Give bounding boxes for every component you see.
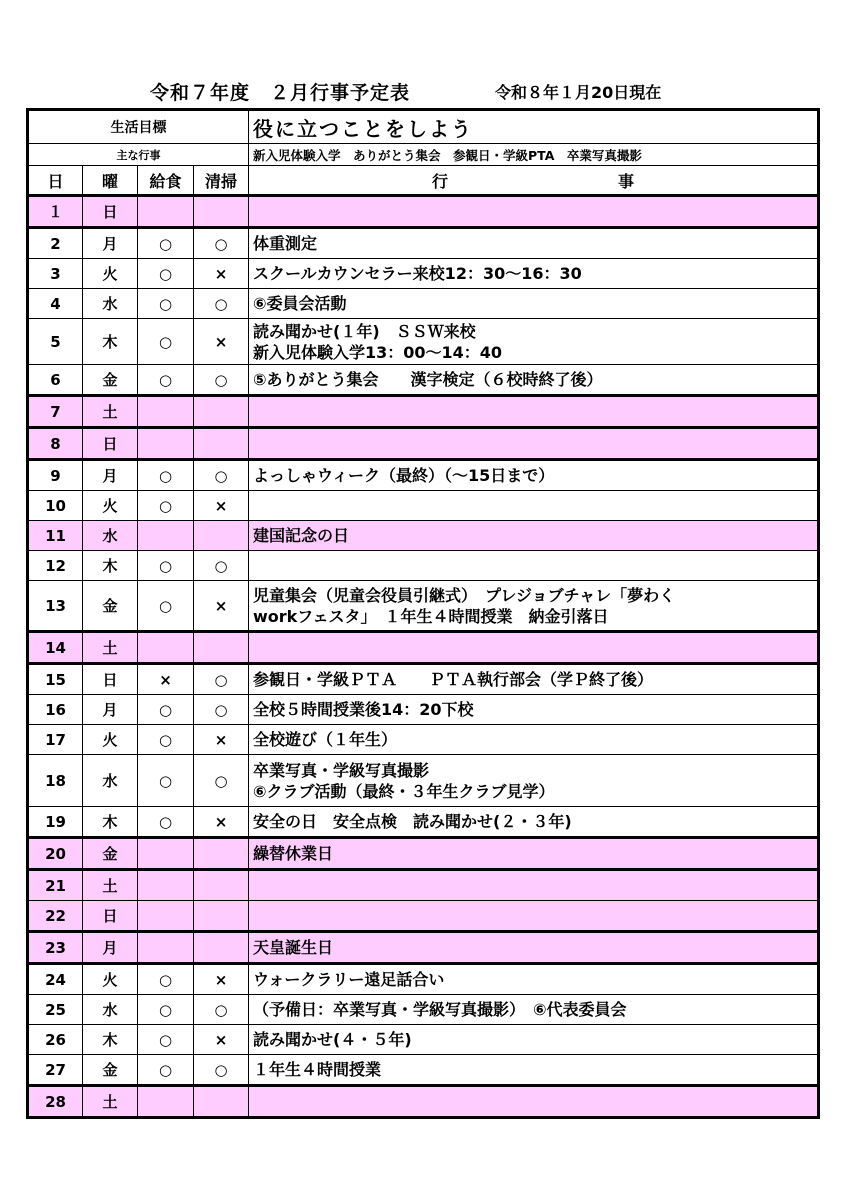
day-cell: 13 <box>28 581 83 632</box>
schedule-row <box>28 901 819 932</box>
event-line: 天皇誕生日 <box>253 938 334 957</box>
cleaning-mark: ○ <box>194 755 249 807</box>
schedule-row <box>28 491 819 521</box>
events-cell <box>249 259 819 289</box>
cleaning-mark: × <box>194 491 249 521</box>
cleaning-mark: ○ <box>194 228 249 259</box>
col-header-weekday: 曜 <box>83 166 138 196</box>
lunch-mark: ○ <box>138 491 194 521</box>
day-cell: 7 <box>28 396 83 428</box>
weekday-cell: 月 <box>83 695 138 725</box>
schedule-row <box>28 428 819 460</box>
event-line: 児童集会（児童会役員引継式） プレジョブチャレ「夢わく <box>253 585 676 605</box>
event-line: スクールカウンセラー来校12：30～16：30 <box>253 264 582 283</box>
schedule-row <box>28 838 819 870</box>
schedule-row <box>28 289 819 319</box>
cleaning-mark: ○ <box>194 365 249 396</box>
weekday-cell: 土 <box>83 632 138 664</box>
cleaning-mark: × <box>194 581 249 632</box>
event-line: よっしゃウィーク（最終）（～15日まで） <box>253 466 555 485</box>
lunch-mark <box>138 1086 194 1118</box>
day-cell: 23 <box>28 932 83 964</box>
cleaning-mark: ○ <box>194 695 249 725</box>
title-bar <box>0 78 849 106</box>
cleaning-mark: ○ <box>194 664 249 695</box>
cleaning-mark: × <box>194 319 249 365</box>
schedule-row <box>28 551 819 581</box>
events-cell <box>249 1055 819 1086</box>
day-cell: 2 <box>28 228 83 259</box>
cleaning-mark: × <box>194 807 249 838</box>
weekday-cell: 水 <box>83 995 138 1025</box>
lunch-mark <box>138 901 194 932</box>
event-line: workフェスタ」 １年生４時間授業 納金引落日 <box>253 606 609 626</box>
schedule-row <box>28 1025 819 1055</box>
schedule-row <box>28 995 819 1025</box>
event-line: 参観日・学級ＰＴＡ ＰＴＡ執行部会（学Ｐ終了後） <box>253 670 654 689</box>
cleaning-mark <box>194 838 249 870</box>
events-cell <box>249 228 819 259</box>
weekday-cell: 土 <box>83 1086 138 1118</box>
event-line: 読み聞かせ(１年) ＳＳＷ来校 <box>253 321 476 341</box>
cleaning-mark: ○ <box>194 551 249 581</box>
events-cell <box>249 995 819 1025</box>
lunch-mark: ○ <box>138 228 194 259</box>
events-cell <box>249 964 819 995</box>
schedule-table <box>26 108 820 1119</box>
events-cell <box>249 901 819 932</box>
events-cell <box>249 664 819 695</box>
event-line: 全校５時間授業後14：20下校 <box>253 700 474 719</box>
day-cell: 15 <box>28 664 83 695</box>
cleaning-mark: ○ <box>194 289 249 319</box>
lunch-mark <box>138 196 194 228</box>
lunch-mark: ○ <box>138 695 194 725</box>
day-cell: 20 <box>28 838 83 870</box>
schedule-row <box>28 695 819 725</box>
goal-row <box>28 110 819 144</box>
event-line: ウォークラリー遠足話合い <box>253 970 445 989</box>
event-line: ⑤ありがとう集会 漢字検定（６校時終了後） <box>253 370 603 389</box>
day-cell: 8 <box>28 428 83 460</box>
events-cell <box>249 428 819 460</box>
events-cell <box>249 319 819 365</box>
events-cell <box>249 1025 819 1055</box>
weekday-cell: 土 <box>83 396 138 428</box>
lunch-mark: ○ <box>138 460 194 491</box>
col-header-events <box>249 166 819 196</box>
weekday-cell: 日 <box>83 901 138 932</box>
weekday-cell: 水 <box>83 289 138 319</box>
schedule-row <box>28 365 819 396</box>
day-cell: 21 <box>28 870 83 901</box>
day-cell: 10 <box>28 491 83 521</box>
day-cell: 3 <box>28 259 83 289</box>
cleaning-mark: × <box>194 259 249 289</box>
day-cell: 16 <box>28 695 83 725</box>
goal-label: 生活目標 <box>28 110 249 144</box>
weekday-cell: 木 <box>83 319 138 365</box>
events-cell <box>249 870 819 901</box>
lunch-mark: ○ <box>138 289 194 319</box>
lunch-mark <box>138 838 194 870</box>
events-cell <box>249 396 819 428</box>
cleaning-mark <box>194 632 249 664</box>
event-line: １年生４時間授業 <box>253 1060 382 1079</box>
cleaning-mark: ○ <box>194 1055 249 1086</box>
day-cell: 24 <box>28 964 83 995</box>
col-header-lunch: 給食 <box>138 166 194 196</box>
weekday-cell: 日 <box>83 196 138 228</box>
main-events-value: 新入児体験入学 ありがとう集会 参観日・学級PTA 卒業写真撮影 <box>249 144 819 166</box>
events-cell <box>249 1086 819 1118</box>
schedule-row <box>28 228 819 259</box>
lunch-mark: × <box>138 664 194 695</box>
event-line: 安全の日 安全点検 読み聞かせ(２・３年) <box>253 812 572 831</box>
events-cell <box>249 725 819 755</box>
day-cell: 25 <box>28 995 83 1025</box>
schedule-row <box>28 319 819 365</box>
events-cell <box>249 632 819 664</box>
day-cell: 19 <box>28 807 83 838</box>
events-cell <box>249 838 819 870</box>
goal-value: 役に立つことをしよう <box>249 110 819 144</box>
col-header-events-left: 行 <box>431 171 448 191</box>
event-line: ⑥委員会活動 <box>253 294 347 313</box>
events-cell <box>249 289 819 319</box>
lunch-mark: ○ <box>138 319 194 365</box>
lunch-mark: ○ <box>138 755 194 807</box>
lunch-mark <box>138 870 194 901</box>
col-header-day: 日 <box>28 166 83 196</box>
lunch-mark: ○ <box>138 551 194 581</box>
cleaning-mark <box>194 428 249 460</box>
schedule-row <box>28 632 819 664</box>
lunch-mark: ○ <box>138 1025 194 1055</box>
weekday-cell: 月 <box>83 460 138 491</box>
events-cell <box>249 695 819 725</box>
event-line: 全校遊び（１年生） <box>253 730 398 749</box>
lunch-mark <box>138 428 194 460</box>
event-line: 読み聞かせ(４・５年) <box>253 1030 412 1049</box>
lunch-mark: ○ <box>138 365 194 396</box>
day-cell: 12 <box>28 551 83 581</box>
schedule-row <box>28 581 819 632</box>
weekday-cell: 火 <box>83 964 138 995</box>
lunch-mark: ○ <box>138 725 194 755</box>
event-line: 繰替休業日 <box>253 844 334 863</box>
cleaning-mark: ○ <box>194 995 249 1025</box>
main-events-label: 主な行事 <box>28 144 249 166</box>
events-cell <box>249 196 819 228</box>
lunch-mark <box>138 396 194 428</box>
as-of-date: 令和８年１月20日現在 <box>495 83 662 102</box>
day-cell: 9 <box>28 460 83 491</box>
cleaning-mark: × <box>194 1025 249 1055</box>
cleaning-mark: × <box>194 964 249 995</box>
day-cell: 22 <box>28 901 83 932</box>
schedule-row <box>28 1086 819 1118</box>
weekday-cell: 金 <box>83 581 138 632</box>
events-cell <box>249 460 819 491</box>
cleaning-mark <box>194 1086 249 1118</box>
day-cell: 26 <box>28 1025 83 1055</box>
events-cell <box>249 365 819 396</box>
column-header-row <box>28 166 819 196</box>
cleaning-mark <box>194 901 249 932</box>
cleaning-mark <box>194 396 249 428</box>
main-events-row <box>28 144 819 166</box>
schedule-row <box>28 932 819 964</box>
schedule-row <box>28 725 819 755</box>
lunch-mark: ○ <box>138 259 194 289</box>
event-line: ⑥クラブ活動（最終・３年生クラブ見学） <box>253 781 555 801</box>
events-cell <box>249 491 819 521</box>
weekday-cell: 日 <box>83 664 138 695</box>
day-cell: 6 <box>28 365 83 396</box>
cleaning-mark <box>194 932 249 964</box>
event-line: 卒業写真・学級写真撮影 <box>253 760 430 780</box>
weekday-cell: 火 <box>83 725 138 755</box>
weekday-cell: 火 <box>83 491 138 521</box>
weekday-cell: 木 <box>83 1025 138 1055</box>
event-line: 体重測定 <box>253 234 318 253</box>
day-cell: 27 <box>28 1055 83 1086</box>
event-line: （予備日：卒業写真・学級写真撮影） ⑥代表委員会 <box>253 1000 627 1019</box>
schedule-row <box>28 755 819 807</box>
day-cell: 18 <box>28 755 83 807</box>
schedule-row <box>28 807 819 838</box>
cleaning-mark <box>194 196 249 228</box>
events-cell <box>249 521 819 551</box>
lunch-mark: ○ <box>138 581 194 632</box>
lunch-mark: ○ <box>138 807 194 838</box>
lunch-mark <box>138 632 194 664</box>
events-cell <box>249 932 819 964</box>
day-cell: 14 <box>28 632 83 664</box>
lunch-mark: ○ <box>138 1055 194 1086</box>
weekday-cell: 月 <box>83 228 138 259</box>
day-cell: 4 <box>28 289 83 319</box>
weekday-cell: 木 <box>83 807 138 838</box>
cleaning-mark <box>194 870 249 901</box>
event-line: 新入児体験入学13：00～14：40 <box>253 342 503 362</box>
cleaning-mark <box>194 521 249 551</box>
schedule-row <box>28 870 819 901</box>
weekday-cell: 木 <box>83 551 138 581</box>
day-cell: １ <box>28 196 83 228</box>
day-cell: 17 <box>28 725 83 755</box>
weekday-cell: 金 <box>83 1055 138 1086</box>
day-cell: 11 <box>28 521 83 551</box>
schedule-row <box>28 259 819 289</box>
col-header-events-right: 事 <box>617 171 634 191</box>
schedule-row <box>28 396 819 428</box>
weekday-cell: 火 <box>83 259 138 289</box>
day-cell: 28 <box>28 1086 83 1118</box>
lunch-mark <box>138 521 194 551</box>
schedule-row <box>28 460 819 491</box>
lunch-mark: ○ <box>138 964 194 995</box>
weekday-cell: 金 <box>83 838 138 870</box>
weekday-cell: 月 <box>83 932 138 964</box>
schedule-row <box>28 1055 819 1086</box>
schedule-row <box>28 196 819 228</box>
day-cell: 5 <box>28 319 83 365</box>
events-cell <box>249 807 819 838</box>
weekday-cell: 水 <box>83 755 138 807</box>
events-cell <box>249 581 819 632</box>
weekday-cell: 土 <box>83 870 138 901</box>
cleaning-mark: ○ <box>194 460 249 491</box>
events-cell <box>249 755 819 807</box>
event-line: 建国記念の日 <box>253 526 350 545</box>
page-title: 令和７年度 ２月行事予定表 <box>150 82 411 104</box>
weekday-cell: 金 <box>83 365 138 396</box>
weekday-cell: 水 <box>83 521 138 551</box>
events-cell <box>249 551 819 581</box>
col-header-cleaning: 清掃 <box>194 166 249 196</box>
lunch-mark <box>138 932 194 964</box>
cleaning-mark: × <box>194 725 249 755</box>
lunch-mark: ○ <box>138 995 194 1025</box>
schedule-row <box>28 521 819 551</box>
weekday-cell: 日 <box>83 428 138 460</box>
schedule-row <box>28 664 819 695</box>
schedule-row <box>28 964 819 995</box>
